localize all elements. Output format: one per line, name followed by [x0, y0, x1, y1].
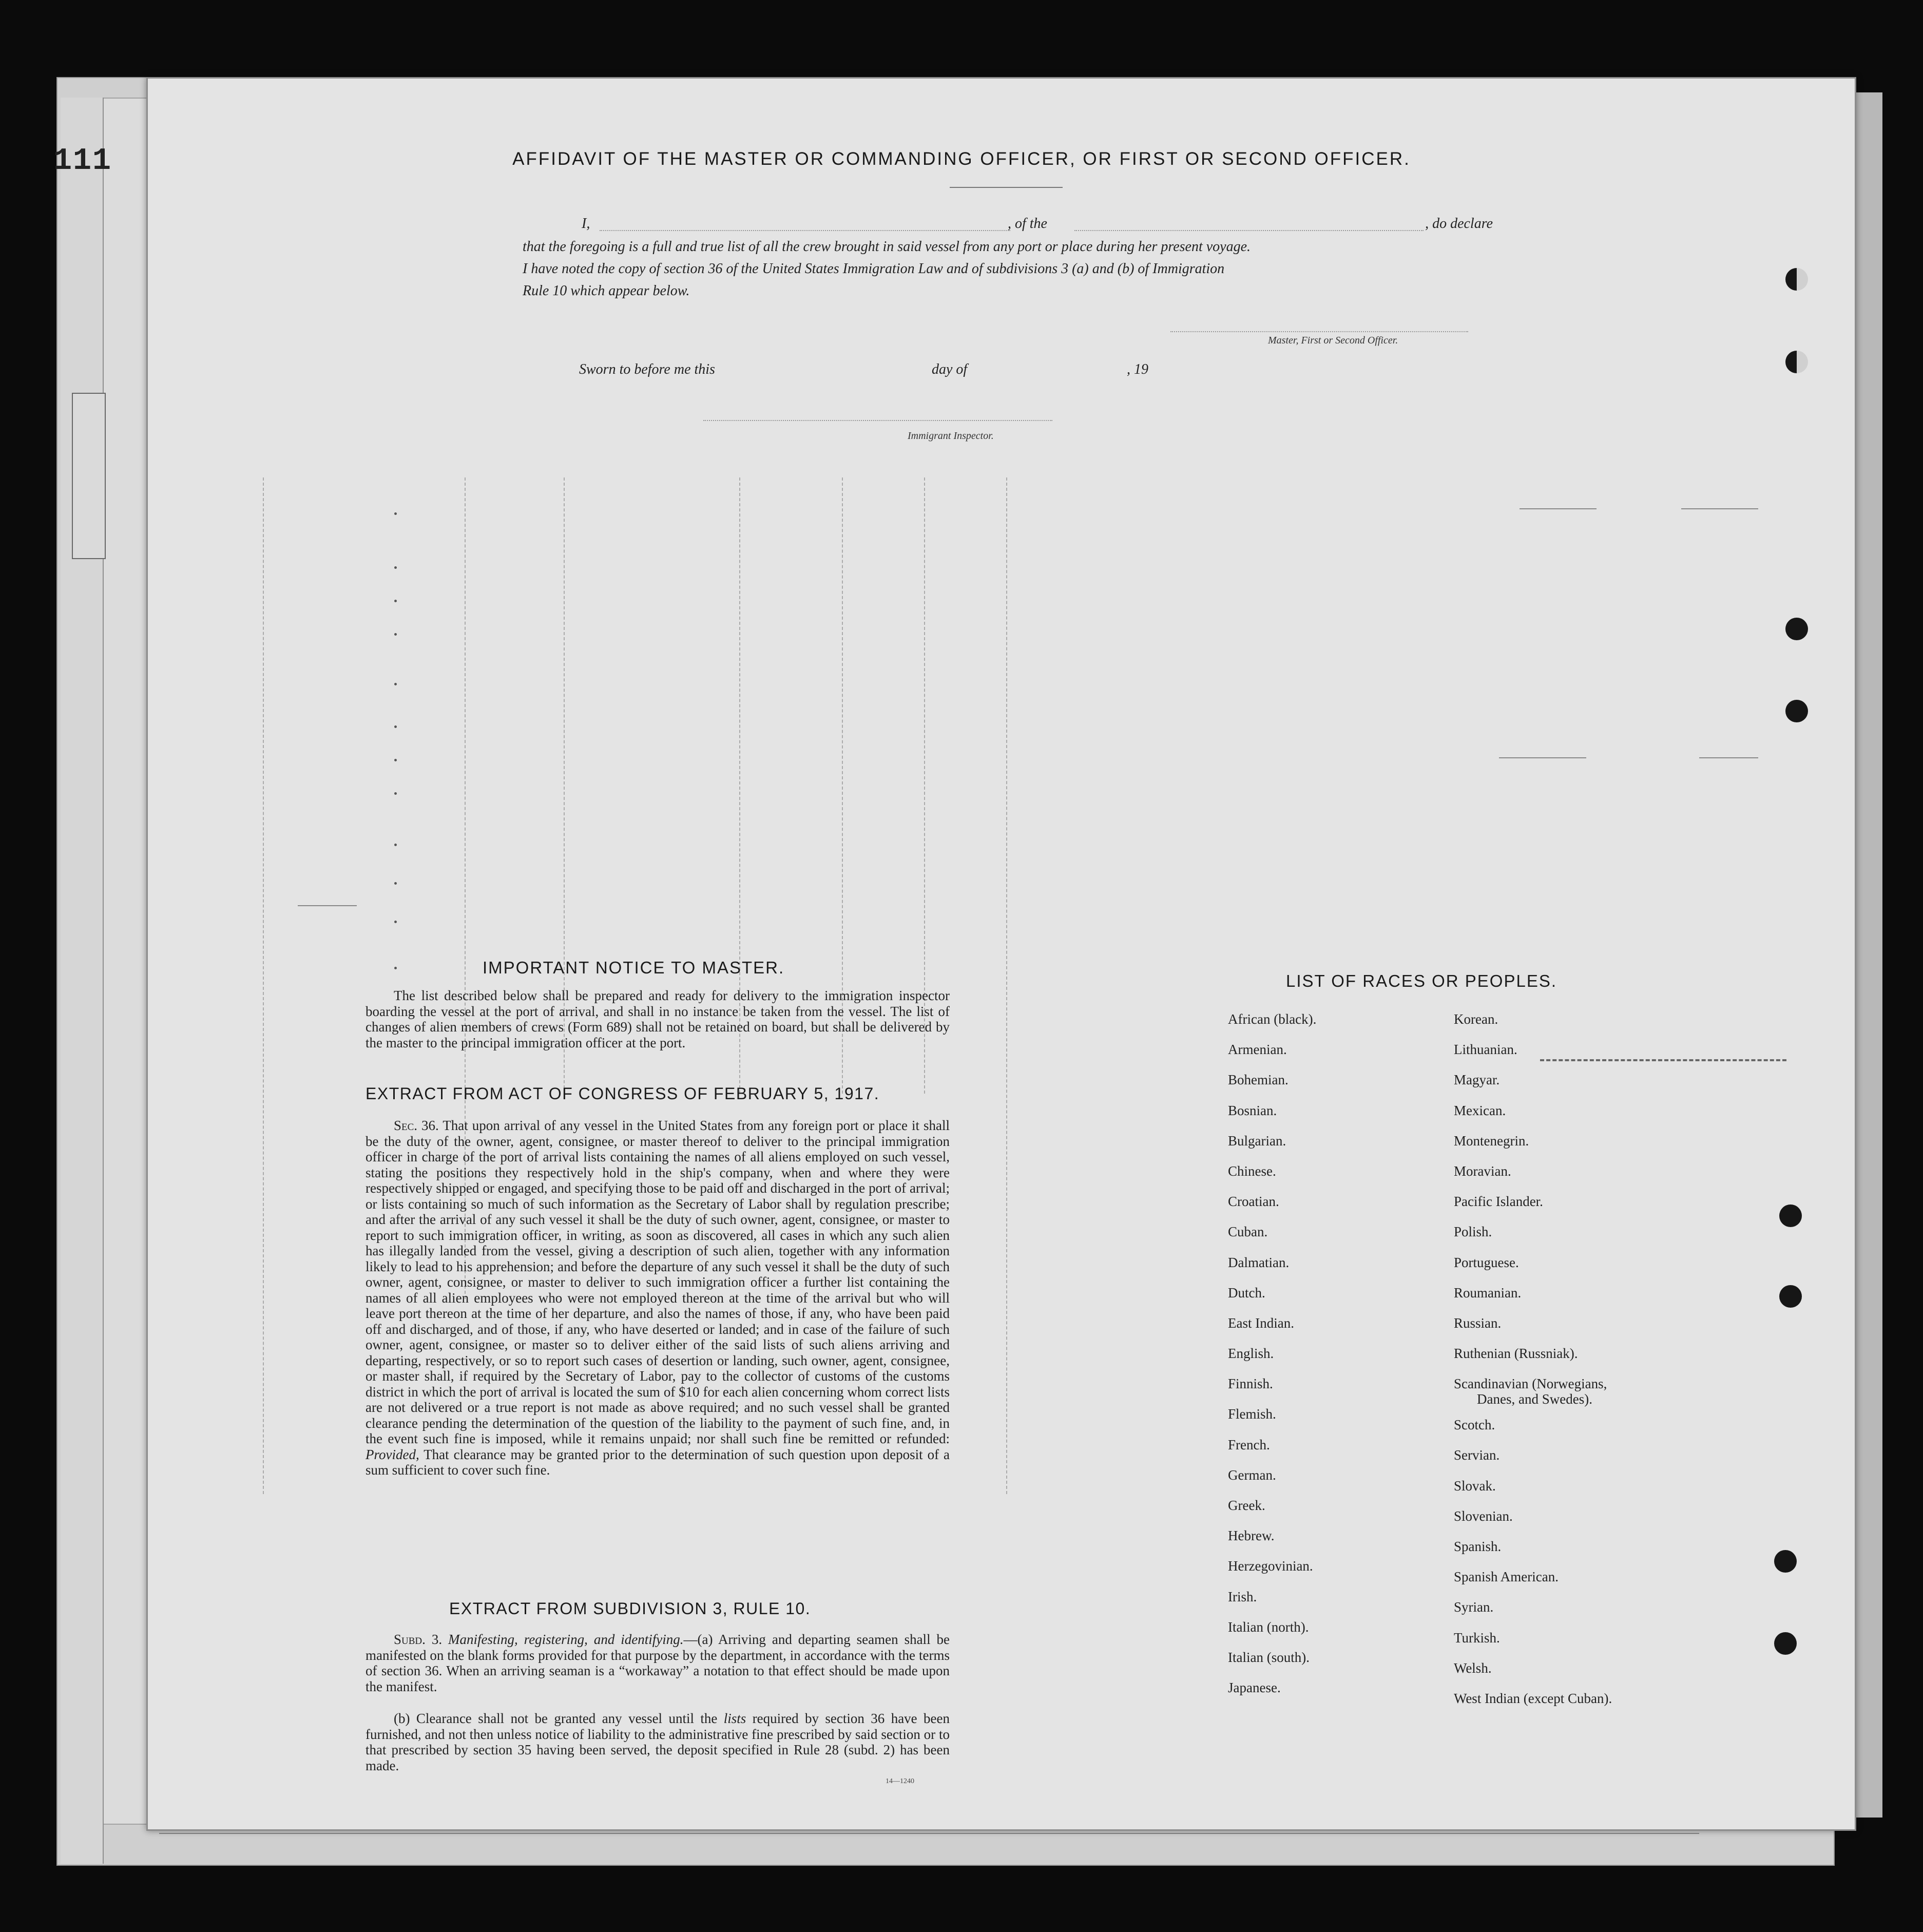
title-divider: [950, 187, 1063, 188]
declaration-declare: , do declare: [1425, 216, 1493, 232]
inspector-signature-line: [703, 420, 1052, 421]
edge-page-number: 111: [53, 144, 112, 179]
row-marker: [394, 792, 397, 795]
row-marker: [394, 633, 397, 636]
column-rule: [1006, 477, 1007, 1494]
race-item: Polish.: [1454, 1224, 1492, 1240]
column-rule: [263, 477, 264, 1494]
race-item: Montenegrin.: [1454, 1133, 1529, 1149]
binder-hole: [1785, 351, 1808, 373]
row-marker: [394, 725, 397, 728]
section-36-end: That clearance may be granted prior to the determination of such question upon deposit of a sum sufficient to cover such fine.: [366, 1446, 950, 1478]
race-item: Ruthenian (Russniak).: [1454, 1346, 1578, 1362]
show-through-rule: [1499, 757, 1586, 758]
row-marker: [394, 683, 397, 685]
binder-hole: [1779, 1285, 1802, 1308]
affidavit-title: AFFIDAVIT OF THE MASTER OR COMMANDING OFFICER, OR FIRST OR SECOND OFFICER.: [512, 149, 1411, 169]
right-edge-sheet: [1853, 92, 1882, 1818]
binder-hole: [1785, 268, 1808, 291]
subd-b-start: (b) Clearance shall not be granted any vessel until the: [394, 1711, 718, 1726]
race-item: West Indian (except Cuban).: [1454, 1690, 1612, 1706]
race-item: Magyar.: [1454, 1072, 1500, 1088]
race-item: Moravian.: [1454, 1163, 1511, 1179]
binder-hole: [1785, 700, 1808, 722]
race-item: Turkish.: [1454, 1630, 1500, 1646]
race-item: French.: [1228, 1437, 1270, 1452]
race-item: Irish.: [1228, 1589, 1257, 1604]
row-marker: [394, 512, 397, 515]
race-item: Scotch.: [1454, 1417, 1495, 1433]
subd-3b: [366, 1711, 950, 1773]
race-item: Chinese.: [1228, 1163, 1276, 1179]
race-item: English.: [1228, 1346, 1274, 1362]
races-right-column: [1454, 1011, 1612, 1721]
sworn-year: , 19: [1127, 361, 1148, 377]
race-item: Spanish.: [1454, 1539, 1502, 1554]
race-item: Welsh.: [1454, 1660, 1492, 1676]
declaration-i: I,: [582, 216, 590, 232]
inspector-label: Immigrant Inspector.: [908, 430, 994, 442]
left-edge-sheet: [61, 98, 104, 1864]
binder-hole: [1774, 1632, 1797, 1655]
race-item: African (black).: [1228, 1011, 1317, 1027]
race-item: Portuguese.: [1454, 1254, 1519, 1270]
row-marker: [394, 566, 397, 569]
races-title: LIST OF RACES OR PEOPLES.: [1286, 971, 1557, 990]
notice-title: IMPORTANT NOTICE TO MASTER.: [483, 958, 785, 977]
subd-b-end: required by section 36 have been furnished, and not then unless notice of liability to the administrative fine prescribed by said section or to that prescribed by section 35 having been served, the deposit specified in Rule 28 (subd. 2) has been made.: [366, 1711, 950, 1773]
race-item: Japanese.: [1228, 1680, 1281, 1696]
section-label: Sec. 36.: [394, 1118, 439, 1133]
race-item: Korean.: [1454, 1011, 1498, 1027]
notice-body: The list described below shall be prepared and ready for delivery to the immigration inspector boarding the vessel at the port of arrival, and shall in no instance be taken from the vessel. The list of changes of alien members of crews (Form 689) shall not be retained on board, but shall be delivered by the master to the principal immigration officer at the port.: [366, 988, 950, 1050]
edge-table-fragment: [72, 393, 106, 559]
race-item: Russian.: [1454, 1315, 1502, 1331]
signature-label: Master, First or Second Officer.: [1268, 335, 1398, 346]
show-through-rule: [1520, 508, 1597, 509]
form-number: 14—1240: [886, 1777, 914, 1785]
declaration-of-the: , of the: [1008, 216, 1047, 232]
race-item: Danes, and Swedes).: [1477, 1391, 1592, 1407]
race-item: Bosnian.: [1228, 1102, 1277, 1118]
subd-3a: [366, 1632, 950, 1694]
row-marker: [394, 921, 397, 923]
declaration-line-3: I have noted the copy of section 36 of the United States Immigration Law and of subdivisions 3 (a) and (b) of Immigration: [523, 261, 1225, 277]
lists-word: lists: [723, 1711, 746, 1726]
race-item: Slovak.: [1454, 1478, 1496, 1494]
race-item: Pacific Islander.: [1454, 1194, 1543, 1210]
name-blank: [600, 230, 1010, 231]
row-marker: [394, 844, 397, 846]
row-marker: [394, 600, 397, 602]
show-through-rule: [1699, 757, 1758, 758]
subd-label: Subd. 3.: [394, 1632, 443, 1647]
subd-a-text: —(a) Arriving and departing seamen shall be manifested on the blank forms provided for that purpose by the department, in accordance with the terms of section 36. When an arriving seaman is a “workaway” a notation to that effect should be made upon the manifest.: [366, 1632, 950, 1694]
show-through-rule: [298, 905, 357, 906]
extract-act-body: [366, 1118, 950, 1478]
race-item: Scandinavian (Norwegians,: [1454, 1376, 1607, 1392]
race-item: East Indian.: [1228, 1315, 1294, 1331]
race-item: Dutch.: [1228, 1285, 1265, 1300]
binder-hole: [1785, 618, 1808, 640]
race-item: Spanish American.: [1454, 1569, 1559, 1585]
race-item: Italian (north).: [1228, 1619, 1309, 1635]
race-item: Greek.: [1228, 1498, 1265, 1513]
declaration-line-2: that the foregoing is a full and true list of all the crew brought in said vessel from any port or place during her present voyage.: [523, 239, 1251, 255]
race-item: Mexican.: [1454, 1102, 1506, 1118]
row-marker: [394, 759, 397, 761]
race-item: Flemish.: [1228, 1406, 1276, 1422]
bottom-edge-sheet: [159, 1833, 1699, 1865]
race-item: Roumanian.: [1454, 1285, 1522, 1300]
signature-line: [1170, 331, 1468, 332]
extract-rule-title: EXTRACT FROM SUBDIVISION 3, RULE 10.: [449, 1599, 811, 1618]
show-through-rule: [1681, 508, 1758, 509]
binder-hole: [1774, 1550, 1797, 1573]
row-marker: [394, 882, 397, 885]
race-item: Slovenian.: [1454, 1508, 1513, 1524]
race-item: Cuban.: [1228, 1224, 1268, 1240]
race-item: Dalmatian.: [1228, 1254, 1290, 1270]
race-item: Herzegovinian.: [1228, 1558, 1313, 1574]
vessel-blank: [1074, 230, 1424, 231]
binder-hole: [1779, 1204, 1802, 1227]
provided-word: Provided,: [366, 1446, 419, 1462]
subd-heading: Manifesting, registering, and identifying.: [448, 1632, 684, 1647]
races-left-column: [1228, 1011, 1316, 1710]
sworn-day-of: day of: [932, 361, 968, 377]
race-item: Croatian.: [1228, 1194, 1279, 1210]
race-item: Bulgarian.: [1228, 1133, 1286, 1149]
race-item: Servian.: [1454, 1447, 1500, 1463]
sworn-text: Sworn to before me this: [579, 361, 715, 377]
race-item: Finnish.: [1228, 1376, 1273, 1392]
race-item: Syrian.: [1454, 1599, 1494, 1615]
race-item: Italian (south).: [1228, 1649, 1310, 1665]
race-item: Hebrew.: [1228, 1528, 1275, 1544]
race-item: German.: [1228, 1467, 1276, 1483]
declaration-line-4: Rule 10 which appear below.: [523, 283, 690, 299]
section-36-text: That upon arrival of any vessel in the United States from any foreign port or place it shall be the duty of the owner, agent, consignee, or master thereof to deliver to the principal immigration officer in charge of the port of arrival lists containing the names of all aliens employed on such vessel, stating the positions they respectively hold in the ship's company, when and where they were respectively shipped or engaged, and specifying those to be paid off and discharged in the port of arrival; or lists containing so much of such information as the Secretary of Labor shall by regulation prescribe; and after the arrival of any such vessel it shall be the duty of such owner, agent, consignee, or master to report to such immigration officer, in writing, as soon as discovered, all cases in which any such alien has illegally landed from the vessel, giving a description of such alien, together with any information likely to lead to his apprehension; and before the departure of any such vessel it shall be the duty of such owner, agent, consignee, or master to deliver to such immigration officer a further list containing the names of all alien employees who were not employed thereon at the time of the arrival but who will leave port thereon at the time of her departure, and also the names of those, if any, who have been paid off and discharged, and of those, if any, who have deserted or landed; and in case of the failure of such owner, agent, consignee, or master so to deliver either of the said lists of such aliens arriving and departing, respectively, or so to report such cases of desertion or landing, such owner, agent, consignee, or master shall, if required by the Secretary of Labor, pay to the collector of customs of the customs district in which the port of arrival is located the sum of $10 for each alien concerning whom correct lists are not delivered or a true report is not made as above required; and no such vessel shall be granted clearance pending the determination of the question of the liability to the payment of such fine, and, in the event such fine is imposed, while it remains unpaid; nor shall such fine be remitted or refunded:: [366, 1118, 950, 1446]
race-item: Lithuanian.: [1454, 1042, 1517, 1058]
extract-act-title: EXTRACT FROM ACT OF CONGRESS OF FEBRUARY 5, 1917.: [366, 1084, 880, 1103]
race-item: Armenian.: [1228, 1042, 1287, 1058]
row-marker: [394, 967, 397, 969]
race-item: Bohemian.: [1228, 1072, 1289, 1088]
